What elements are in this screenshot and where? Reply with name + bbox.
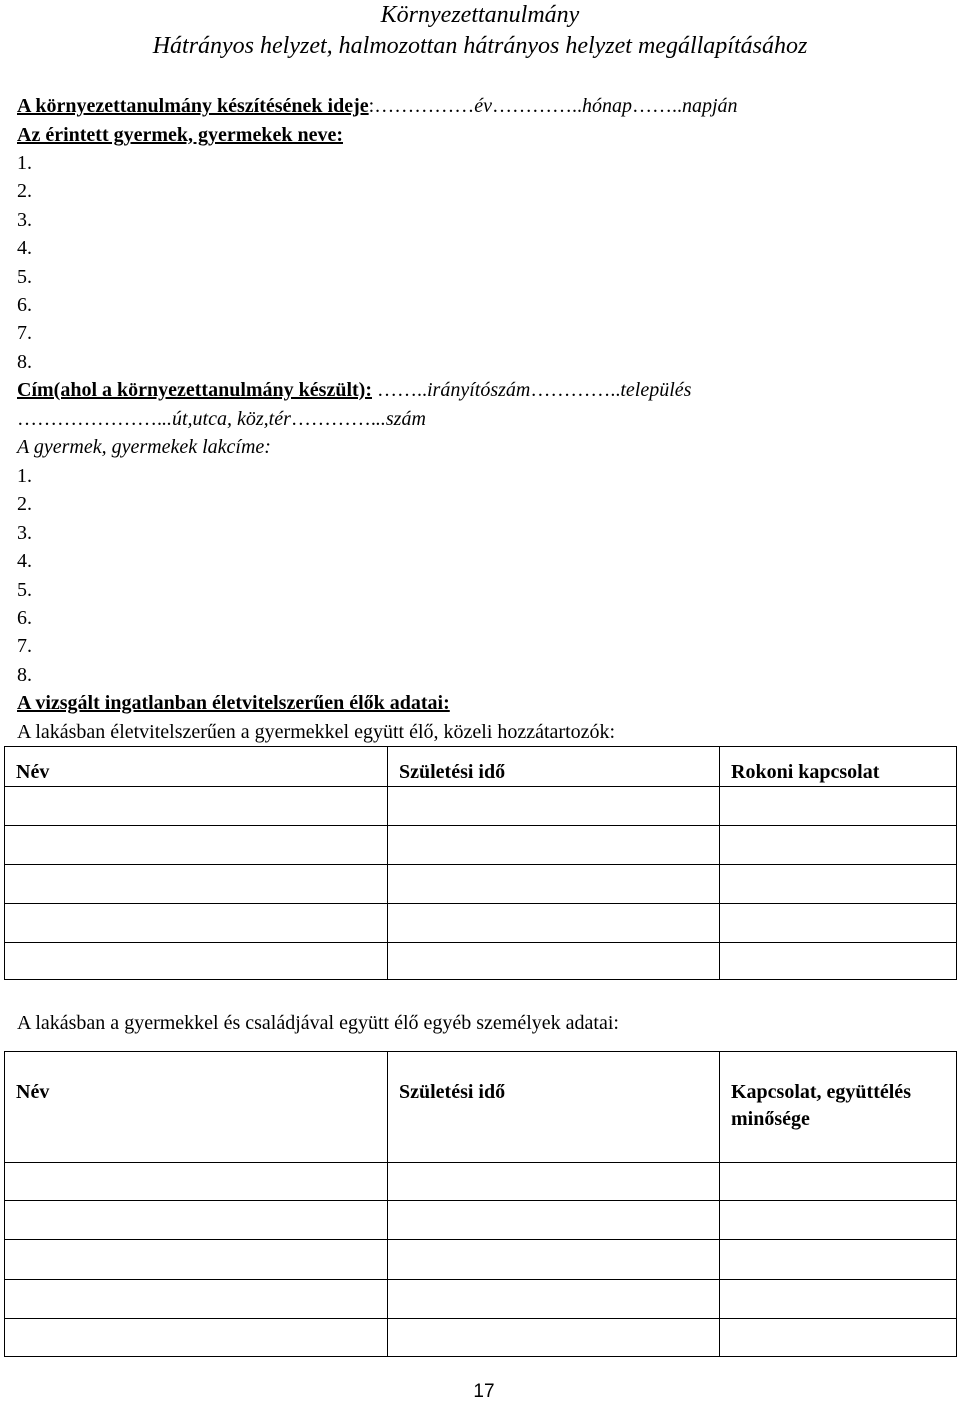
- header-relationship-quality: Kapcsolat, együttélés minősége: [720, 1052, 957, 1163]
- child-address-item-8: 8.: [17, 663, 32, 686]
- birth-date-cell[interactable]: [388, 826, 720, 865]
- relatives-table: [4, 746, 957, 980]
- table-row: [5, 1280, 957, 1319]
- child-name-item-4: 4.: [17, 237, 32, 260]
- child-address-item-5: 5.: [17, 578, 32, 601]
- birth-date-cell[interactable]: [388, 904, 720, 943]
- child-address-item-4: 4.: [17, 550, 32, 573]
- relation-cell[interactable]: [720, 943, 957, 980]
- date-colon: :: [368, 95, 375, 117]
- address-label: Cím(ahol a környezettanulmány készült):: [17, 379, 372, 401]
- header-name: Név: [5, 1052, 388, 1163]
- name-cell[interactable]: [5, 1163, 388, 1201]
- table-row: [5, 1201, 957, 1240]
- relationship-cell[interactable]: [720, 1280, 957, 1319]
- birth-date-cell[interactable]: [388, 1163, 720, 1201]
- relationship-cell[interactable]: [720, 1319, 957, 1357]
- child-name-item-8: 8.: [17, 350, 32, 373]
- residents-heading: A vizsgált ingatlanban életvitelszerűen élők adatai:: [17, 692, 450, 714]
- child-address-item-2: 2.: [17, 493, 32, 516]
- name-cell[interactable]: [5, 826, 388, 865]
- relation-cell[interactable]: [720, 826, 957, 865]
- table-row: [5, 826, 957, 865]
- birth-date-cell[interactable]: [388, 1280, 720, 1319]
- document-subtitle: Hátrányos helyzet, halmozottan hátrányos helyzet megállapításához: [152, 33, 808, 59]
- name-cell[interactable]: [5, 1280, 388, 1319]
- date-day-label: napján: [681, 95, 738, 117]
- name-cell[interactable]: [5, 1240, 388, 1280]
- relation-cell[interactable]: [720, 787, 957, 826]
- name-cell[interactable]: [5, 943, 388, 980]
- table-row: [5, 904, 957, 943]
- table-row: [5, 1240, 957, 1280]
- date-line: [17, 93, 738, 120]
- child-name-item-3: 3.: [17, 208, 32, 231]
- child-name-item-1: 1.: [17, 152, 32, 174]
- birth-date-cell[interactable]: [388, 943, 720, 980]
- address-line: [17, 377, 691, 404]
- name-cell[interactable]: [5, 787, 388, 826]
- date-year-blank: ……………: [374, 95, 475, 117]
- table-row: [5, 787, 957, 826]
- others-table: [4, 1051, 957, 1357]
- children-names-label: Az érintett gyermek, gyermekek neve:: [17, 124, 343, 146]
- child-address-item-7: 7.: [17, 635, 32, 658]
- name-cell[interactable]: [5, 1201, 388, 1240]
- others-intro: A lakásban a gyermekkel és családjával együtt élő egyéb személyek adatai:: [17, 1012, 619, 1034]
- relatives-intro: A lakásban életvitelszerűen a gyermekkel együtt élő, közeli hozzátartozók:: [17, 721, 616, 743]
- table-row: [5, 865, 957, 904]
- relationship-cell[interactable]: [720, 1240, 957, 1280]
- child-name-item-6: 6.: [17, 294, 32, 316]
- page-number: 17: [473, 1381, 495, 1402]
- table-row: [5, 1319, 957, 1357]
- child-name-item-7: 7.: [17, 322, 32, 345]
- address-line-2: [17, 406, 426, 433]
- relation-cell[interactable]: [720, 904, 957, 943]
- city-blank: …………..: [530, 379, 621, 401]
- date-month-label: hónap: [581, 95, 632, 117]
- header-relation: Rokoni kapcsolat: [720, 747, 957, 787]
- table-header-row: [5, 1052, 957, 1163]
- child-address-item-6: 6.: [17, 607, 32, 629]
- zip-blank: ……..: [376, 379, 427, 401]
- relation-cell[interactable]: [720, 865, 957, 904]
- header-birth-date: Születési idő: [388, 1052, 720, 1163]
- child-address-item-3: 3.: [17, 521, 32, 544]
- date-label: A környezettanulmány készítésének ideje: [17, 95, 369, 117]
- relationship-cell[interactable]: [720, 1163, 957, 1201]
- relationship-cell[interactable]: [720, 1201, 957, 1240]
- table-row: [5, 1163, 957, 1201]
- header-name: Név: [5, 747, 388, 787]
- children-address-label: A gyermek, gyermekek lakcíme:: [17, 436, 271, 458]
- table-row: [5, 943, 957, 980]
- name-cell[interactable]: [5, 865, 388, 904]
- zip-label: irányítószám: [426, 379, 531, 401]
- child-address-item-1: 1.: [17, 465, 32, 487]
- child-name-item-2: 2.: [17, 180, 32, 203]
- birth-date-cell[interactable]: [388, 1201, 720, 1240]
- birth-date-cell[interactable]: [388, 1319, 720, 1357]
- name-cell[interactable]: [5, 904, 388, 943]
- number-blank: ………….: [290, 408, 376, 430]
- birth-date-cell[interactable]: [388, 1240, 720, 1280]
- birth-date-cell[interactable]: [388, 787, 720, 826]
- table-header-row: [5, 747, 957, 787]
- street-blank: ………………….: [17, 408, 162, 430]
- date-day-blank: ……..: [631, 95, 682, 117]
- date-year-label: év: [474, 95, 492, 117]
- birth-date-cell[interactable]: [388, 865, 720, 904]
- child-name-item-5: 5.: [17, 265, 32, 288]
- header-birth-date: Születési idő: [388, 747, 720, 787]
- number-label: ..szám: [375, 408, 426, 430]
- city-label: település: [620, 379, 692, 401]
- date-month-blank: …………..: [491, 95, 582, 117]
- street-label: ..út,utca, köz,tér: [162, 408, 291, 430]
- name-cell[interactable]: [5, 1319, 388, 1357]
- document-title: Környezettanulmány: [380, 2, 580, 28]
